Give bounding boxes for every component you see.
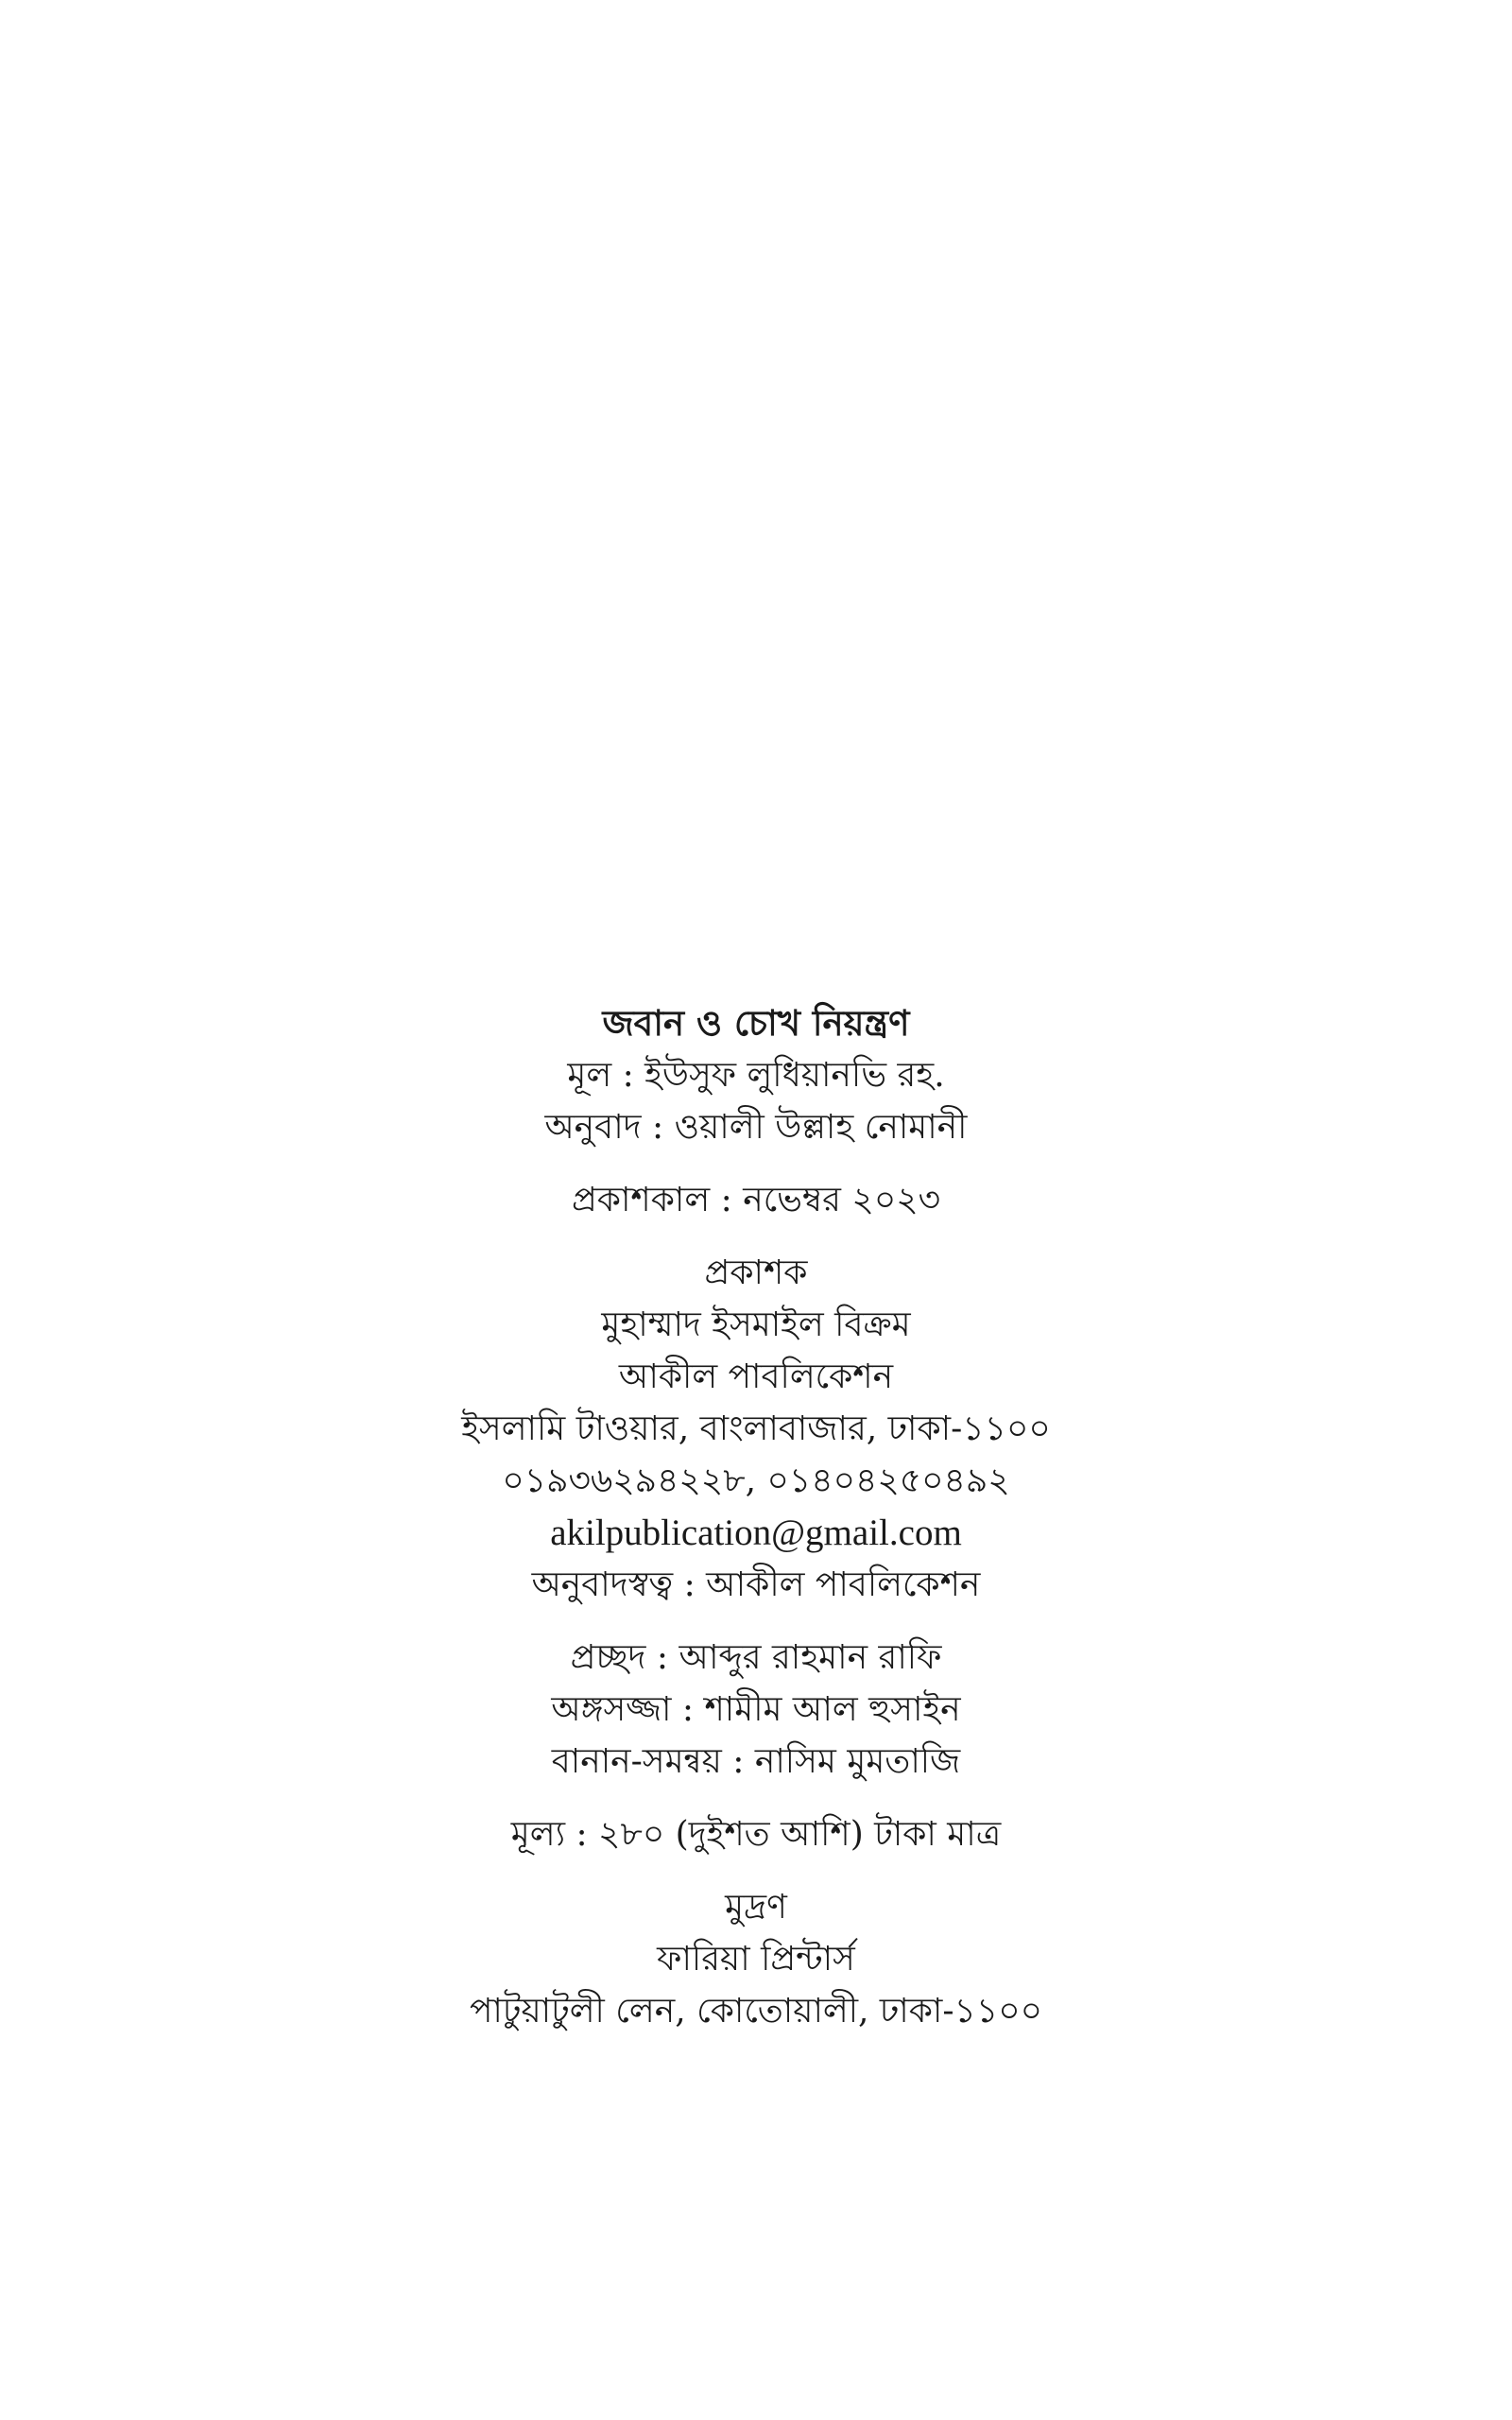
translation-rights-line: অনুবাদস্বত্ব : আকীল পাবলিকেশন xyxy=(531,1565,981,1604)
publication-date-line: প্রকাশকাল : নভেম্বর ২০২৩ xyxy=(571,1181,941,1219)
publisher-email: akilpublication@gmail.com xyxy=(550,1512,962,1553)
price-line: মূল্য : ২৮০ (দুইশত আশি) টাকা মাত্র xyxy=(510,1815,1002,1854)
publisher-heading: প্রকাশক xyxy=(704,1253,808,1292)
publisher-address: ইসলামি টাওয়ার, বাংলাবাজার, ঢাকা-১১০০ xyxy=(461,1409,1051,1448)
printer-address: পাটুয়াটুলী লেন, কোতোয়ালী, ঢাকা-১১০০ xyxy=(469,1992,1043,2031)
publisher-name: আকীল পাবলিকেশন xyxy=(618,1357,894,1396)
translator-line: অনুবাদ : ওয়ালী উল্লাহ নোমানী xyxy=(544,1108,968,1147)
imprint-block xyxy=(0,997,1512,2037)
publisher-phones: ০১৯৩৬২৯৪২২৮, ০১৪০৪২৫০৪৯২ xyxy=(502,1461,1010,1500)
publisher-person: মুহাম্মাদ ইসমাইল বিক্রম xyxy=(601,1305,911,1344)
printer-heading: মুদ্রণ xyxy=(725,1888,787,1927)
printer-name: ফারিয়া প্রিন্টার্স xyxy=(657,1940,855,1979)
spelling-credit-line: বানান-সমন্বয় : নাসিম মুমতাজি xyxy=(551,1742,961,1781)
author-line: মূল : ইউসুফ লুধিয়ানভি রহ. xyxy=(567,1056,945,1095)
layout-credit-line: অঙ্গসজ্জা : শামীম আল হুসাইন xyxy=(551,1690,961,1729)
book-title: জবান ও চোখ নিয়ন্ত্রণ xyxy=(602,1002,910,1044)
cover-credit-line: প্রচ্ছদ : আব্দুর রাহমান রাফি xyxy=(570,1638,942,1677)
